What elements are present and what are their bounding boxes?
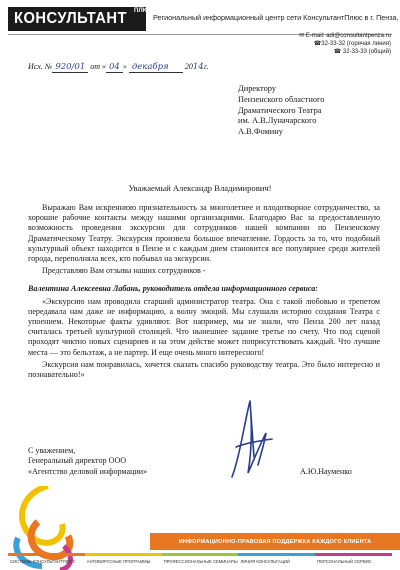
recipient-line: Пензенского областного	[238, 94, 325, 104]
footer-service-item	[85, 553, 162, 567]
footer-slogan: ИНФОРМАЦИОННО-ПРАВОВАЯ ПОДДЕРЖКА КАЖДОГО КЛИЕНТА	[178, 538, 372, 545]
ref-number: 920/01	[52, 62, 88, 73]
header-title: Региональный информационный центр сети КонсультантПлюс в г. Пенза,	[153, 13, 399, 22]
company-logo	[8, 7, 153, 31]
handwritten-signature	[222, 395, 278, 485]
footer-service-label: ПРОФЕССИОНАЛЬНЫЕ СЕМИНАРЫ	[163, 559, 238, 564]
ref-from: от «	[90, 62, 107, 71]
ref-year-suffix: 14	[192, 62, 204, 72]
recipient-line: им. А.В.Луначарского	[238, 116, 317, 126]
paragraph-gratitude: Выражаю Вам искреннюю признательность за многолетнее и плодотворное сотрудничество, за хорошие рабочие контакты между нашими организациями. Благодарю Вас за предоставленную возможность проведения экскурсии для сотрудников нашей компании по Пензенскому Драматическому Театру. Экскурсия произвела большое впечатление. Гордость за то, что подобный культурный объект находится в Пензе и с каждым днем становится все популярнее среди жителей города, переполняла всех, кто побывал на экскурсии.	[28, 203, 380, 264]
ref-day: 04	[106, 62, 123, 73]
outgoing-reference	[28, 62, 209, 73]
logo-plus: ПЛЮС	[134, 8, 153, 14]
ref-year-prefix: 20	[184, 62, 193, 71]
phone-hotline-line: ☎32-33-32 (горячая линия)	[313, 41, 391, 47]
footer-service-label: ЛИНИЯ КОНСУЛЬТАЦИЙ	[240, 559, 290, 564]
ref-month: декабря	[129, 62, 183, 73]
footer-slogan-band	[150, 533, 400, 550]
recipient-block	[238, 84, 388, 138]
phone-general-line: ☎ 32-33-33 (общий)	[333, 49, 391, 55]
closing-title: Генеральный директор ООО	[28, 456, 127, 466]
footer-service-item	[315, 553, 392, 567]
email-line: ✉ E-mail: adi@consultantpenza.ru	[299, 33, 391, 39]
footer-service-label: СИСТЕМЫ КОНСУЛЬТАНТПЛЮС	[10, 559, 76, 564]
closing-company: «Агентство деловой информации»	[28, 466, 148, 476]
letter-body	[28, 203, 380, 382]
footer-service-label: АНТИВИРУСНЫЕ ПРОГРАММЫ	[86, 559, 151, 564]
recipient-line: А.В.Фомину	[238, 127, 283, 137]
signer-name: А.Ю.Науменко	[300, 467, 352, 476]
email-text: E-mail: adi@consultantpenza.ru	[305, 33, 391, 39]
footer-service-item	[162, 553, 239, 567]
logo-text: КОНСУЛЬТАНТ	[14, 10, 127, 27]
footer-service-label: ПЕРСОНАЛЬНЫЙ СЕРВИС	[317, 559, 372, 564]
phone-hotline-text: 32-33-32 (горячая линия)	[321, 41, 391, 47]
ref-mid: »	[122, 62, 127, 71]
ref-year-end: г.	[203, 62, 209, 71]
salutation: Уважаемый Александр Владимирович!	[128, 183, 272, 193]
footer-service-item	[238, 553, 315, 567]
recipient-line: Драматического Театра	[238, 105, 322, 115]
footer-service-item	[8, 553, 85, 567]
ref-prefix: Исх. №	[28, 62, 53, 71]
contacts-block	[299, 32, 391, 56]
closing-block	[28, 446, 147, 477]
footer-services-strip	[8, 553, 392, 567]
recipient-line: Директору	[238, 84, 277, 93]
paragraph-review: «Экскурсию нам проводила старший администратор театра. Она с такой любовью и трепетом передавала нам даже не информацию, а волну эмоций. Мы слушали историю создания Театра с упоением. Некоторые факты удивляют. Вот например, мы не знали, что Пенза 200 лет назад считалась третьей культурной столицей. Что нынешнее задание третье по счету. Что под сценой проходят чиктно новых сценариев и на этом действе может поприсутствовать каждый. Что лучшие места — это бельэтаж, а не партер. И еще очень много интересного!	[28, 296, 380, 357]
reviewer-name: Валентина Алексеевна Лабань, руководитель отдела информационного сервиса:	[28, 284, 318, 294]
phone-general-text: 32-33-33 (общий)	[342, 49, 391, 55]
paragraph-thanks: Экскурсия нам понравилась, хочется сказать спасибо руководству театра. Это было интересно и познавательно!»	[28, 359, 380, 380]
paragraph-intro-reviews: Представляю Вам отзывы наших сотрудников -	[42, 266, 206, 276]
closing-regards: С уважением,	[28, 446, 76, 455]
